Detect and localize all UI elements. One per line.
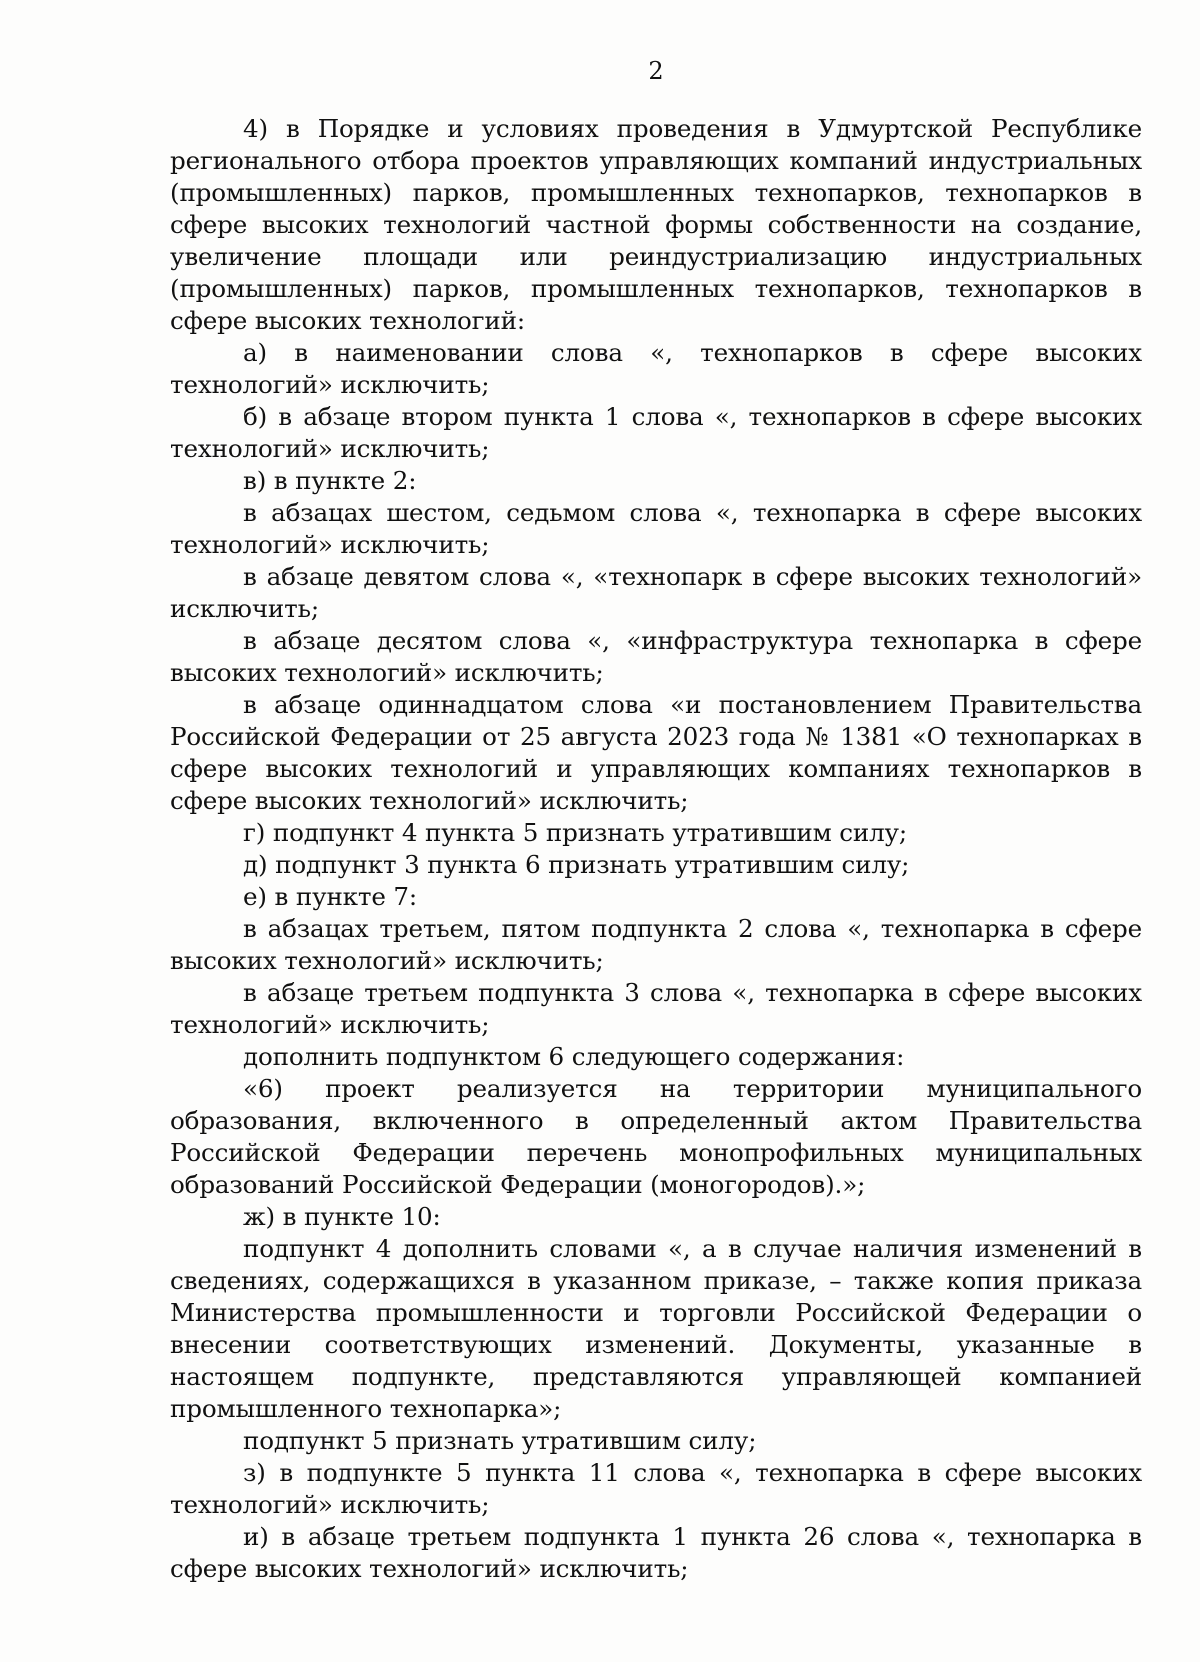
document-body xyxy=(170,113,1142,1585)
paragraph-v-4: в абзаце одиннадцатом слова «и постановлением Правительства Российской Федерации от 25 августа 2023 года № 1381 «О технопарках в сфере высоких технологий и управляющих компаниях технопарков в сфере высоких технологий» исключить; xyxy=(170,690,1142,815)
paragraph-b: б) в абзаце втором пункта 1 слова «, технопарков в сфере высоких технологий» исключить; xyxy=(170,402,1142,463)
paragraph-e-quote: «6) проект реализуется на территории муниципального образования, включенного в определенный актом Правительства Российской Федерации перечень монопрофильных муниципальных образований Российской Федерации (моногородов).»; xyxy=(170,1074,1142,1199)
paragraph-z: з) в подпункте 5 пункта 11 слова «, технопарка в сфере высоких технологий» исключить; xyxy=(170,1458,1142,1519)
paragraph-zh-2: подпункт 5 признать утратившим силу; xyxy=(243,1426,757,1455)
paragraph-v-1: в абзацах шестом, седьмом слова «, технопарка в сфере высоких технологий» исключить; xyxy=(170,498,1142,559)
paragraph-zh-1: подпункт 4 дополнить словами «, а в случае наличия изменений в сведениях, содержащихся в указанном приказе, – также копия приказа Министерства промышленности и торговли Российской Федерации о внесении соответствующих изменений. Документы, указанные в настоящем подпункте, представляются управляющей компанией промышленного технопарка»; xyxy=(170,1234,1142,1423)
paragraph-a: а) в наименовании слова «, технопарков в сфере высоких технологий» исключить; xyxy=(170,338,1142,399)
paragraph-v-3: в абзаце десятом слова «, «инфраструктура технопарка в сфере высоких технологий» исключить; xyxy=(170,626,1142,687)
paragraph-e-2: в абзаце третьем подпункта 3 слова «, технопарка в сфере высоких технологий» исключить; xyxy=(170,978,1142,1039)
paragraph-zh: ж) в пункте 10: xyxy=(243,1202,441,1231)
paragraph-d: д) подпункт 3 пункта 6 признать утратившим силу; xyxy=(243,850,910,879)
paragraph-g: г) подпункт 4 пункта 5 признать утратившим силу; xyxy=(243,818,908,847)
paragraph-e: е) в пункте 7: xyxy=(243,882,418,911)
paragraph-4-intro: 4) в Порядке и условиях проведения в Удмуртской Республике регионального отбора проектов управляющих компаний индустриальных (промышленных) парков, промышленных технопарков, технопарков в сфере высоких технологий частной формы собственности на создание, увеличение площади или реиндустриализацию индустриальных (промышленных) парков, промышленных технопарков, технопарков в сфере высоких технологий: xyxy=(170,114,1142,335)
paragraph-i: и) в абзаце третьем подпункта 1 пункта 26 слова «, технопарка в сфере высоких технологий» исключить; xyxy=(170,1522,1142,1583)
paragraph-v-2: в абзаце девятом слова «, «технопарк в сфере высоких технологий» исключить; xyxy=(170,562,1142,623)
paragraph-v: в) в пункте 2: xyxy=(243,466,417,495)
paragraph-e-1: в абзацах третьем, пятом подпункта 2 слова «, технопарка в сфере высоких технологий» исключить; xyxy=(170,914,1142,975)
page-number: 2 xyxy=(648,57,664,85)
paragraph-e-3: дополнить подпунктом 6 следующего содержания: xyxy=(243,1042,905,1071)
